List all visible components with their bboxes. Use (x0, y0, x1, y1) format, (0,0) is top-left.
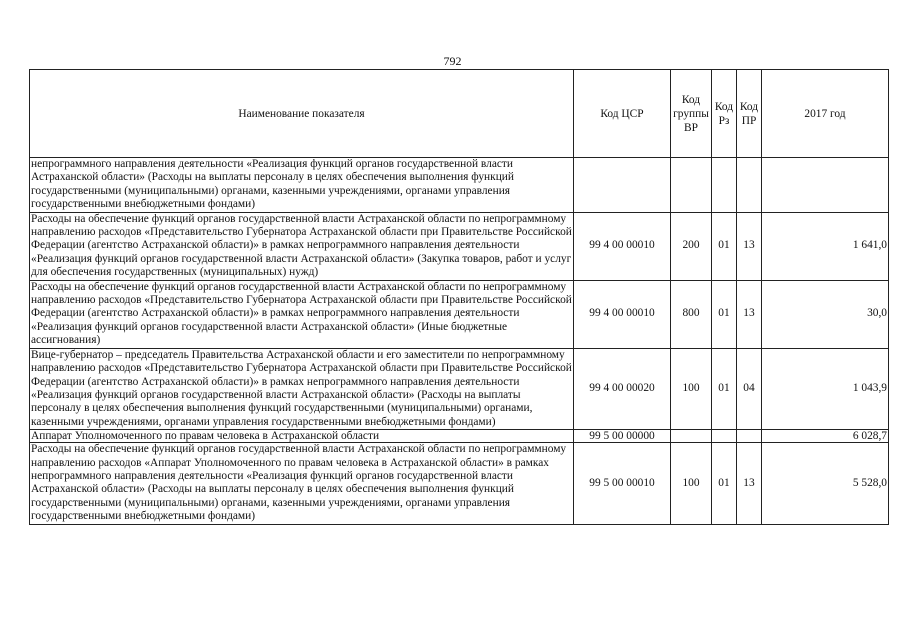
row-name: Аппарат Уполномоченного по правам человека в Астраханской области (30, 430, 574, 443)
page-number: 792 (443, 54, 462, 68)
row-rz: 01 (712, 212, 737, 280)
row-vr: 200 (671, 212, 712, 280)
table-row (30, 348, 889, 429)
row-pr: 13 (737, 280, 762, 348)
header-row (30, 70, 889, 158)
row-name: Расходы на обеспечение функций органов государственной власти Астраханской области по непрограммному направлению расходов «Представительство Губернатора Астраханской области при Правительстве Российской Федерации (агентство Астраханской области)» в рамках непрограммного направления деятельности «Реализация функций органов государственной власти Астраханской области» (Иные бюджетные ассигнования) (31, 280, 572, 347)
row-csr: 99 5 00 00000 (574, 430, 671, 443)
row-name: Вице-губернатор – председатель Правительства Астраханской области и его заместители по непрограммному направлению расходов «Представительство Губернатора Астраханской области при Правительстве Российской Федерации (агентство Астраханской области)» в рамках непрограммного направления деятельности «Реализация функций органов государственной власти Астраханской области» (Расходы на выплаты персоналу в целях обеспечения выполнения функций государственными (муниципальными) органами, казенными учреждениями, органами управления государственными внебюджетными фондами) (31, 348, 572, 428)
row-amount: 30,0 (762, 280, 889, 348)
row-rz: 01 (712, 348, 737, 429)
row-csr (574, 158, 671, 213)
row-csr: 99 4 00 00010 (574, 280, 671, 348)
row-amount: 1 043,9 (762, 348, 889, 429)
row-vr (671, 158, 712, 213)
row-rz (712, 430, 737, 443)
row-pr: 13 (737, 212, 762, 280)
table-row (30, 158, 889, 213)
row-vr: 100 (671, 348, 712, 429)
row-csr: 99 4 00 00010 (574, 212, 671, 280)
row-rz: 01 (712, 280, 737, 348)
row-pr: 04 (737, 348, 762, 429)
header-csr: Код ЦСР (574, 70, 671, 158)
header-name: Наименование показателя (30, 70, 574, 158)
header-vr: Код группы ВР (671, 70, 712, 158)
row-amount: 6 028,7 (762, 430, 889, 443)
row-csr: 99 4 00 00020 (574, 348, 671, 429)
row-vr (671, 430, 712, 443)
row-vr: 800 (671, 280, 712, 348)
row-rz: 01 (712, 443, 737, 524)
budget-table (29, 69, 889, 525)
row-amount: 5 528,0 (762, 443, 889, 524)
table-row (30, 280, 889, 348)
row-pr (737, 158, 762, 213)
row-amount (762, 158, 889, 213)
row-rz (712, 158, 737, 213)
header-year: 2017 год (762, 70, 889, 158)
row-name: Расходы на обеспечение функций органов государственной власти Астраханской области по непрограммному направлению расходов «Представительство Губернатора Астраханской области при Правительстве Российской Федерации (агентство Астраханской области)» в рамках непрограммного направления деятельности «Реализация функций органов государственной власти Астраханской области» (Закупка товаров, работ и услуг для обеспечения государственных (муниципальных) нужд) (31, 212, 572, 279)
row-name: Расходы на обеспечение функций органов государственной власти Астраханской области по непрограммному направлению расходов «Аппарат Уполномоченного по правам человека в Астраханской области» в рамках непрограммного направления деятельности «Реализация функций органов государственной власти Астраханской области» (Расходы на выплаты персоналу в целях обеспечения выполнения функций государственными (муниципальными) органами, казенными учреждениями, органами управления государственными внебюджетными фондами) (30, 443, 574, 524)
table-row (30, 212, 889, 280)
row-pr (737, 430, 762, 443)
table-row (30, 430, 889, 443)
header-rz: Код Рз (712, 70, 737, 158)
header-pr: Код ПР (737, 70, 762, 158)
row-csr: 99 5 00 00010 (574, 443, 671, 524)
row-vr: 100 (671, 443, 712, 524)
row-amount: 1 641,0 (762, 212, 889, 280)
row-pr: 13 (737, 443, 762, 524)
table-row (30, 443, 889, 524)
row-name: непрограммного направления деятельности «Реализация функций органов государственной власти Астраханской области» (Расходы на выплаты персоналу в целях обеспечения выполнения функций государственными (муниципальными) органами, казенными учреждениями, органами управления государственными внебюджетными фондами) (30, 158, 574, 213)
